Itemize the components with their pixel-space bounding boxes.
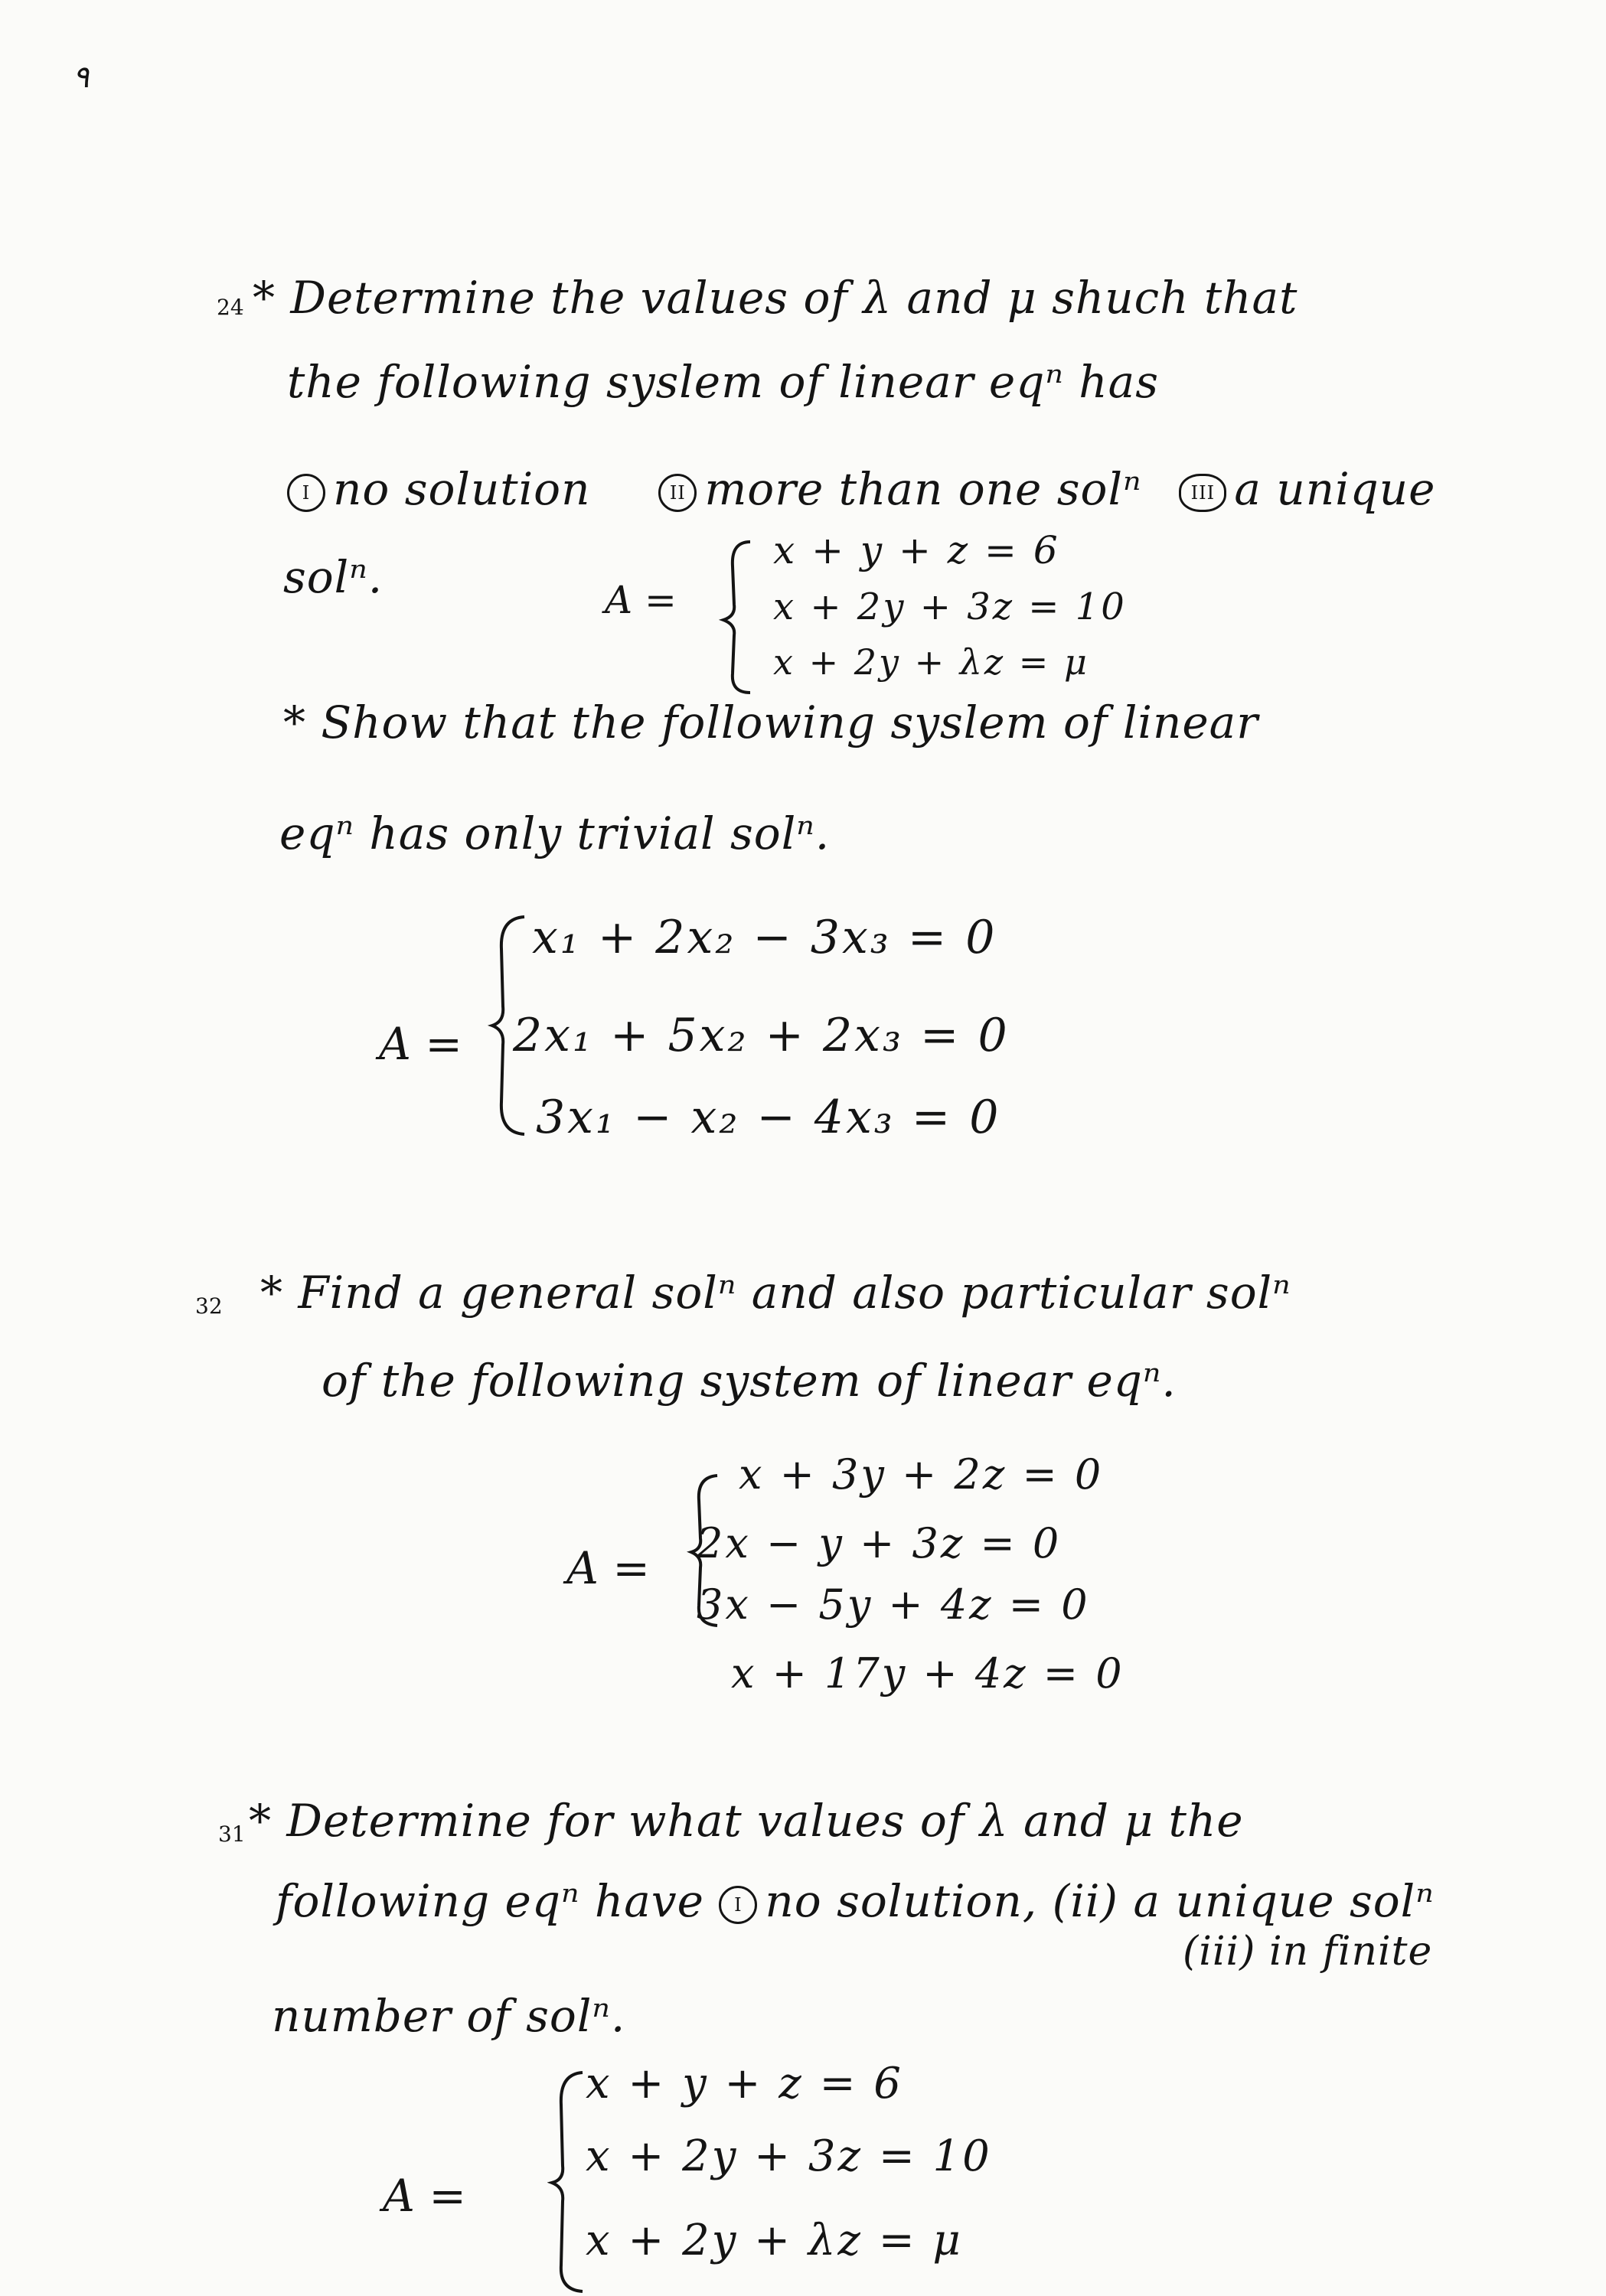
equation: 3x₁ − x₂ − 4x₃ = 0 [536,1091,1001,1144]
option-marker: I [719,1886,757,1924]
problem-line: eqⁿ has only trivial solⁿ. [279,807,831,859]
equation: x + 17y + 4z = 0 [731,1649,1125,1698]
matrix-label: A = [605,578,677,622]
problem-line: * Determine for what values of λ and μ the [249,1795,1244,1847]
matrix-label: A = [379,1018,462,1070]
equation: x + 2y + λz = μ [773,641,1089,683]
option-row [287,463,1436,515]
problem-line: * Show that the following syslem of linear [283,696,1258,748]
problem-number: 31 [218,1821,246,1847]
option-text: more than one solⁿ [704,463,1142,515]
option-text: (iii) in finite [1183,1929,1433,1975]
problem-line: of the following system of linear eqⁿ. [322,1355,1177,1407]
option-text: a unique [1234,463,1436,515]
equation: x + 2y + λz = μ [586,2216,963,2265]
option-text: no solution, (ii) a unique solⁿ [765,1875,1435,1927]
system-brace [547,2066,589,2296]
equation: 2x − y + 3z = 0 [697,1519,1062,1567]
equation: x + 2y + 3z = 10 [773,585,1127,628]
problem-number: 32 [195,1293,223,1319]
equation: x + 3y + 2z = 0 [739,1450,1104,1499]
option-row [276,1875,1435,1927]
problem-line: * Find a general solⁿ and also particular solⁿ [260,1267,1291,1319]
option-marker: II [658,474,697,512]
corner-mark: ٩ [73,60,90,95]
matrix-label: A = [566,1542,650,1594]
option-marker: I [287,474,325,512]
problem-number: 24 [217,295,244,320]
equation: x + y + z = 6 [773,528,1060,572]
problem-line: number of solⁿ. [272,1990,626,2042]
system-brace [716,536,762,696]
equation: 2x₁ + 5x₂ + 2x₃ = 0 [513,1009,1010,1062]
equation: x + y + z = 6 [586,2059,903,2108]
problem-line: solⁿ. [283,551,384,603]
equation: x₁ + 2x₂ − 3x₃ = 0 [532,911,997,964]
equation: x + 2y + 3z = 10 [586,2131,992,2181]
equation: 3x − 5y + 4z = 0 [697,1580,1090,1629]
option-marker: III [1179,474,1226,512]
problem-line: following eqⁿ have [276,1875,704,1927]
option-text: no solution [333,463,591,515]
problem-line: the following syslem of linear eqⁿ has [287,356,1159,408]
matrix-label: A = [383,2170,466,2222]
problem-line: * Determine the values of λ and μ shuch that [253,272,1298,324]
